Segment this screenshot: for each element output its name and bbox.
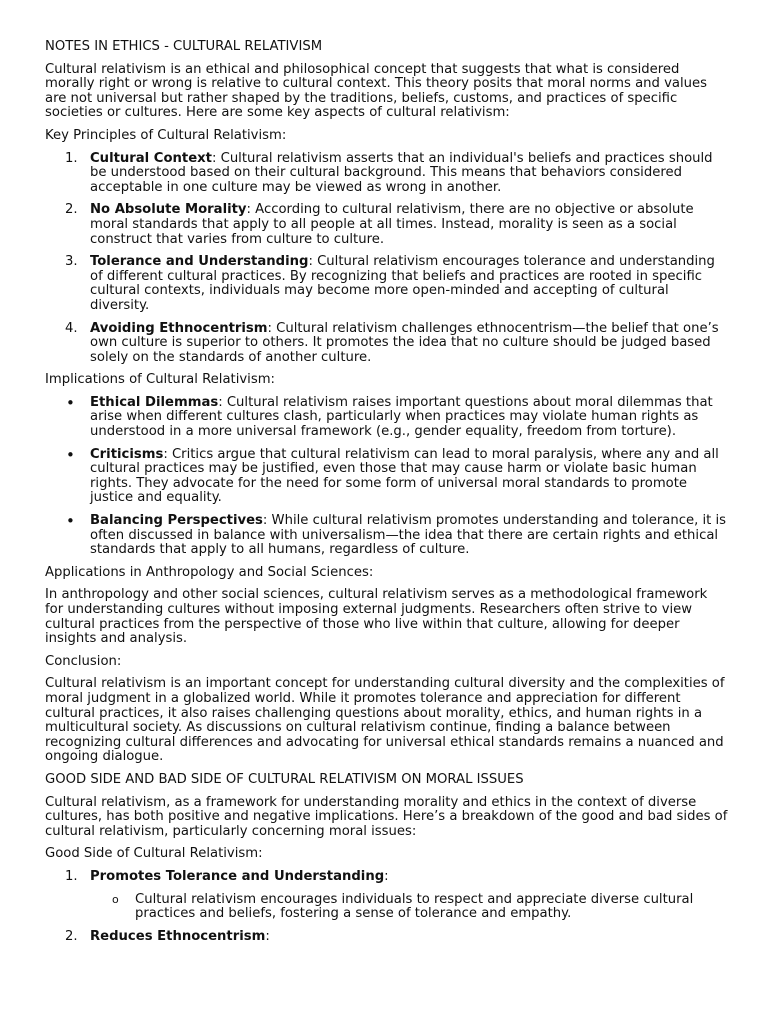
- item-text: : Cultural relativism challenges ethnocentrism—the belief that one’s own culture is superior to others. It promotes the idea that no culture should be judged based solely on the standards of another culture.: [90, 320, 719, 365]
- item-term: Avoiding Ethnocentrism: [90, 320, 268, 336]
- item-suffix: :: [265, 928, 270, 944]
- conclusion-paragraph: Cultural relativism is an important concept for understanding cultural diversity and the complexities of moral judgment in a globalized world. While it promotes tolerance and appreciation for different cultural practices, it also raises challenging questions about morality, ethics, and human rights in a multicultural society. As discussions on cultural relativism continue, finding a balance between recognizing cultural differences and advocating for universal ethical standards remains a nuanced and ongoing dialogue.: [45, 676, 725, 765]
- sub-list-item: [90, 893, 728, 922]
- list-item: [45, 930, 728, 945]
- conclusion-heading: Conclusion:: [45, 653, 122, 669]
- list-item: [45, 870, 728, 922]
- sub-list: [90, 893, 728, 922]
- list-number: 1.: [65, 868, 78, 884]
- item-text: : While cultural relativism promotes understanding and tolerance, it is often discussed in balance with universalism—the idea that there are certain rights and ethical standards that apply to all humans, regardless of culture.: [90, 513, 727, 558]
- item-term: Cultural Context: [90, 150, 212, 166]
- section-title: GOOD SIDE AND BAD SIDE OF CULTURAL RELATIVISM ON MORAL ISSUES: [45, 771, 524, 787]
- item-text: : Cultural relativism encourages tolerance and understanding of different cultural practices. By recognizing that beliefs and practices are rooted in specific cultural contexts, individuals may become more open-minded and accepting of cultural diversity.: [90, 254, 715, 313]
- bullet-icon: •: [66, 445, 75, 464]
- list-item: [45, 393, 728, 440]
- item-term: Criticisms: [90, 446, 164, 462]
- item-suffix: :: [384, 868, 389, 884]
- item-text: : According to cultural relativism, there are no objective or absolute moral standards that apply to all people at all times. Instead, morality is seen as a social construct that varies from culture to culture.: [90, 202, 694, 247]
- item-term: No Absolute Morality: [90, 202, 247, 218]
- list-number: 2.: [65, 928, 78, 944]
- item-term: Promotes Tolerance and Understanding: [90, 868, 385, 884]
- good-side-list: [45, 870, 728, 944]
- implications-heading: Implications of Cultural Relativism:: [45, 372, 276, 388]
- item-term: Tolerance and Understanding: [90, 254, 309, 270]
- principles-list: [45, 152, 728, 366]
- item-text: : Critics argue that cultural relativism can lead to moral paralysis, where any and all cultural practices may be justified, even those that may cause harm or violate basic human rights. They advocate for the need for some form of universal moral standards to promote justice and equality.: [90, 446, 719, 506]
- applications-heading: Applications in Anthropology and Social Sciences:: [45, 564, 374, 580]
- sub-item-text: Cultural relativism encourages individuals to respect and appreciate diverse cultural practices and beliefs, fostering a sense of tolerance and empathy.: [135, 891, 694, 922]
- list-number: 1.: [65, 150, 78, 166]
- list-number: 4.: [65, 320, 78, 336]
- implications-list: [45, 393, 728, 558]
- item-term: Reduces Ethnocentrism: [90, 928, 266, 944]
- applications-paragraph: In anthropology and other social sciences, cultural relativism serves as a methodological framework for understanding cultures without imposing external judgments. Researchers often strive to view cultural practices from the perspective of those who live within that culture, allowing for deeper insights and analysis.: [45, 587, 708, 647]
- list-item: [45, 255, 728, 313]
- list-item: [45, 203, 728, 247]
- list-item: [45, 322, 728, 366]
- list-item: [45, 514, 728, 558]
- document-title: NOTES IN ETHICS - CULTURAL RELATIVISM: [45, 39, 323, 54]
- list-item: [45, 152, 728, 196]
- item-term: Ethical Dilemmas: [90, 394, 219, 410]
- list-number: 2.: [65, 202, 78, 218]
- list-number: 3.: [65, 254, 78, 270]
- item-text: : Cultural relativism asserts that an individual's beliefs and practices should be understood based on their cultural background. This means that behaviors considered acceptable in one culture may be viewed as wrong in another.: [90, 150, 713, 195]
- item-text: : Cultural relativism raises important questions about moral dilemmas that arise when different cultures clash, particularly when practices may violate human rights as understood in a more universal framework (e.g., gender equality, freedom from torture).: [90, 394, 713, 440]
- sub-bullet-icon: o: [112, 892, 119, 906]
- bullet-icon: •: [66, 393, 75, 412]
- section-intro: Cultural relativism, as a framework for understanding morality and ethics in the context of diverse cultures, has both positive and negative implications. Here’s a breakdown of the good and bad sides of cultural relativism, particularly concerning moral issues:: [45, 794, 728, 839]
- good-side-heading: Good Side of Cultural Relativism:: [45, 846, 263, 862]
- list-item: [45, 445, 728, 506]
- item-term: Balancing Perspectives: [90, 513, 263, 529]
- principles-heading: Key Principles of Cultural Relativism:: [45, 127, 287, 143]
- bullet-icon: •: [66, 512, 75, 531]
- intro-paragraph: Cultural relativism is an ethical and philosophical concept that suggests that what is considered morally right or wrong is relative to cultural context. This theory posits that moral norms and values are not universal but rather shaped by the traditions, beliefs, customs, and practices of specific societies or cultures. Here are some key aspects of cultural relativism:: [45, 61, 707, 121]
